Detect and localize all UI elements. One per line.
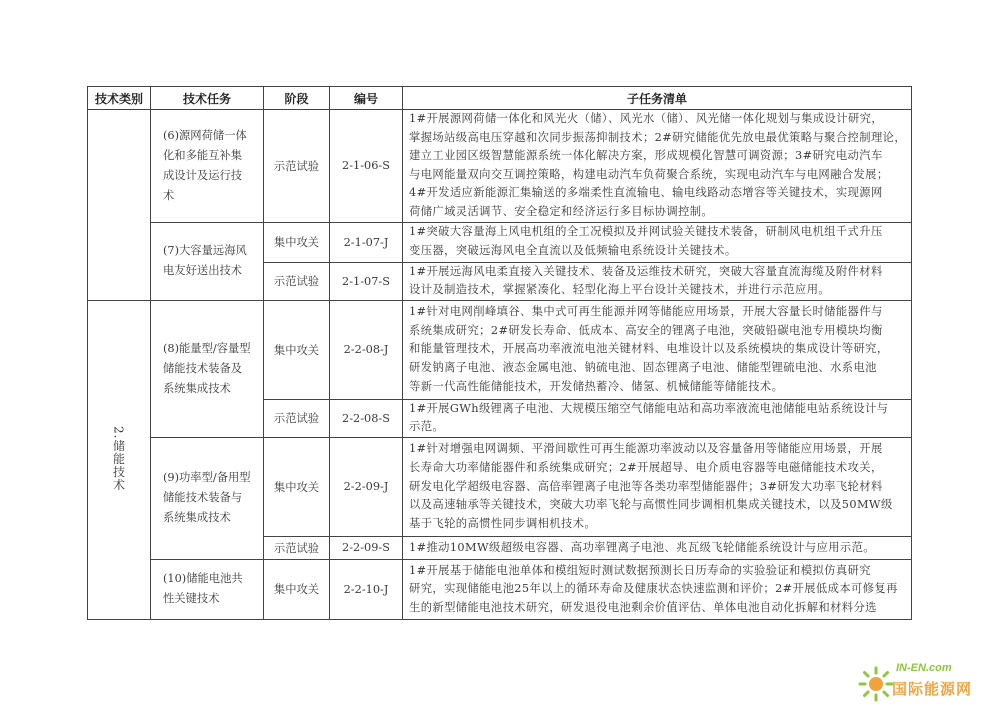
code-cell: 2-2-09-S	[330, 536, 403, 559]
task-cell: (8)能量型/容量型储能技术装备及系统集成技术	[151, 300, 264, 437]
subtask-cell	[403, 110, 912, 223]
header-category: 技术类别	[88, 87, 151, 110]
table-row	[88, 437, 912, 536]
sun-icon	[858, 666, 894, 702]
stage-cell: 集中攻关	[264, 222, 330, 262]
subtask-cell	[403, 399, 912, 437]
header-subtasks: 子任务清单	[403, 87, 912, 110]
code-cell: 2-2-08-S	[330, 399, 403, 437]
header-task: 技术任务	[151, 87, 264, 110]
stage-cell: 示范试验	[264, 536, 330, 559]
task-cell: (6)源网荷储一体化和多能互补集成设计及运行技术	[151, 110, 264, 223]
subtask-line: 1#开展远海风电柔直接入关键技术、装备及运维技术研究，突破大容量直流海缆及附件材料	[409, 264, 883, 278]
stage-cell: 集中攻关	[264, 300, 330, 399]
subtask-line: 和能量管理技术，开展高功率液流电池关键材料、电堆设计以及系统模块的集成设计等研究，	[409, 342, 889, 356]
table-row	[88, 222, 912, 262]
table-row	[88, 559, 912, 619]
stage-cell: 示范试验	[264, 399, 330, 437]
category-label: 2.储能技术	[111, 425, 126, 492]
stage-cell: 集中攻关	[264, 437, 330, 536]
stage-cell: 示范试验	[264, 110, 330, 223]
code-cell: 2-2-10-J	[330, 559, 403, 619]
task-cell: (7)大容量远海风电友好送出技术	[151, 222, 264, 300]
subtask-line: 长寿命大功率储能器件和系统集成研究；2#开展超导、电介质电容器等电磁储能技术攻关，	[409, 461, 883, 475]
subtask-line: 1#开展源网荷储一体化和风光火（储）、风光水（储）、风光储一体化规划与集成设计研究，	[409, 112, 884, 125]
code-cell: 2-2-09-J	[330, 437, 403, 536]
subtask-cell	[403, 536, 912, 559]
subtask-line: 1#开展基于储能电池单体和模组短时测试数据预测长日历寿命的实验验证和模拟仿真研究	[409, 563, 871, 577]
subtask-line: 研发电化学超级电容器、高倍率锂离子电池等各类功率型储能器件；3#研发大功率飞轮材料	[409, 479, 883, 493]
subtask-line: 设计及制造技术，掌握紧凑化、轻型化海上平台设计关键技术，并进行示范应用。	[409, 283, 831, 297]
logo-en-text: IN-EN.com	[896, 662, 952, 674]
subtask-line: 1#推动10MW级超级电容器、高功率锂离子电池、兆瓦级飞轮储能系统设计与应用示范。	[409, 540, 876, 554]
subtask-line: 变压器，突破远海风电全直流以及低频输电系统设计关键技术。	[409, 244, 737, 258]
subtask-line: 1#针对电网削峰填谷、集中式可再生能源并网等储能应用场景，开展大容量长时储能器件与	[409, 305, 883, 319]
subtask-line: 与电网能量双向交互调控策略，构建电动汽车负荷聚合系统，实现电动汽车与电网融合发展；	[409, 167, 889, 181]
code-cell: 2-2-08-J	[330, 300, 403, 399]
subtask-line: 示范。	[409, 420, 445, 434]
logo-cn-text: 国际能源网	[892, 680, 973, 698]
subtask-cell	[403, 262, 912, 300]
stage-cell: 集中攻关	[264, 559, 330, 619]
subtask-line: 以及高速轴承等关键技术，突破大功率飞轮与高惯性同步调相机集成关键技术，以及50MW级	[409, 498, 893, 512]
subtask-line: 系统集成研究；2#研发长寿命、低成本、高安全的锂离子电池，突破铅碳电池专用模块均衡	[409, 323, 883, 337]
code-cell: 2-1-06-S	[330, 110, 403, 223]
table-row	[88, 110, 912, 223]
table-header-row	[88, 87, 912, 110]
subtask-line: 建立工业园区级智慧能源系统一体化解决方案，形成规模化智慧可调资源；3#研究电动汽车	[409, 149, 883, 163]
subtask-line: 掌握场站级高电压穿越和次同步振荡抑制技术；2#研究储能优先放电最优策略与聚合控制理论，	[409, 130, 907, 144]
tech-task-table	[87, 86, 912, 620]
subtask-line: 1#针对增强电网调频、平滑间歇性可再生能源功率波动以及容量备用等储能应用场景，开展	[409, 442, 883, 456]
header-stage: 阶段	[264, 87, 330, 110]
category-cell-1	[88, 110, 151, 301]
subtask-line: 生的新型储能电池技术研究，研发退役电池剩余价值评估、单体电池自动化拆解和材料分选	[409, 600, 877, 614]
category-cell-2	[88, 300, 151, 619]
subtask-line: 等新一代高性能储能技术，开发储热蓄冷、储氢、机械储能等储能技术。	[409, 379, 784, 393]
subtask-line: 研究，实现储能电池25年以上的循环寿命及健康状态快速监测和评价；2#开展低成本可修复再	[409, 582, 898, 596]
subtask-line: 荷储广域灵活调节、安全稳定和经济运行多目标协调控制。	[409, 204, 714, 218]
subtask-cell	[403, 300, 912, 399]
header-code: 编号	[330, 87, 403, 110]
subtask-line: 基于飞轮的高惯性同步调相机技术。	[409, 516, 597, 530]
stage-cell: 示范试验	[264, 262, 330, 300]
table-row	[88, 300, 912, 399]
subtask-cell	[403, 437, 912, 536]
code-cell: 2-1-07-S	[330, 262, 403, 300]
subtask-cell	[403, 222, 912, 262]
code-cell: 2-1-07-J	[330, 222, 403, 262]
subtask-line: 1#开展GWh级锂离子电池、大规模压缩空气储能电站和高功率液流电池储能电站系统设计与	[409, 401, 889, 415]
subtask-line: 1#突破大容量海上风电机组的全工况模拟及并网试验关键技术装备，研制风电机组千式升压	[409, 225, 883, 239]
subtask-line: 研发钠离子电池、液态金属电池、钠硫电池、固态锂离子电池、储能型锂硫电池、水系电池	[409, 361, 877, 375]
subtask-cell	[403, 559, 912, 619]
task-cell: (9)功率型/备用型储能技术装备与系统集成技术	[151, 437, 264, 559]
in-en-logo	[858, 662, 998, 704]
task-cell: (10)储能电池共性关键技术	[151, 559, 264, 619]
subtask-line: 4#开发适应新能源汇集输送的多端柔性直流输电、输电线路动态增容等关键技术，实现源网	[409, 186, 883, 200]
